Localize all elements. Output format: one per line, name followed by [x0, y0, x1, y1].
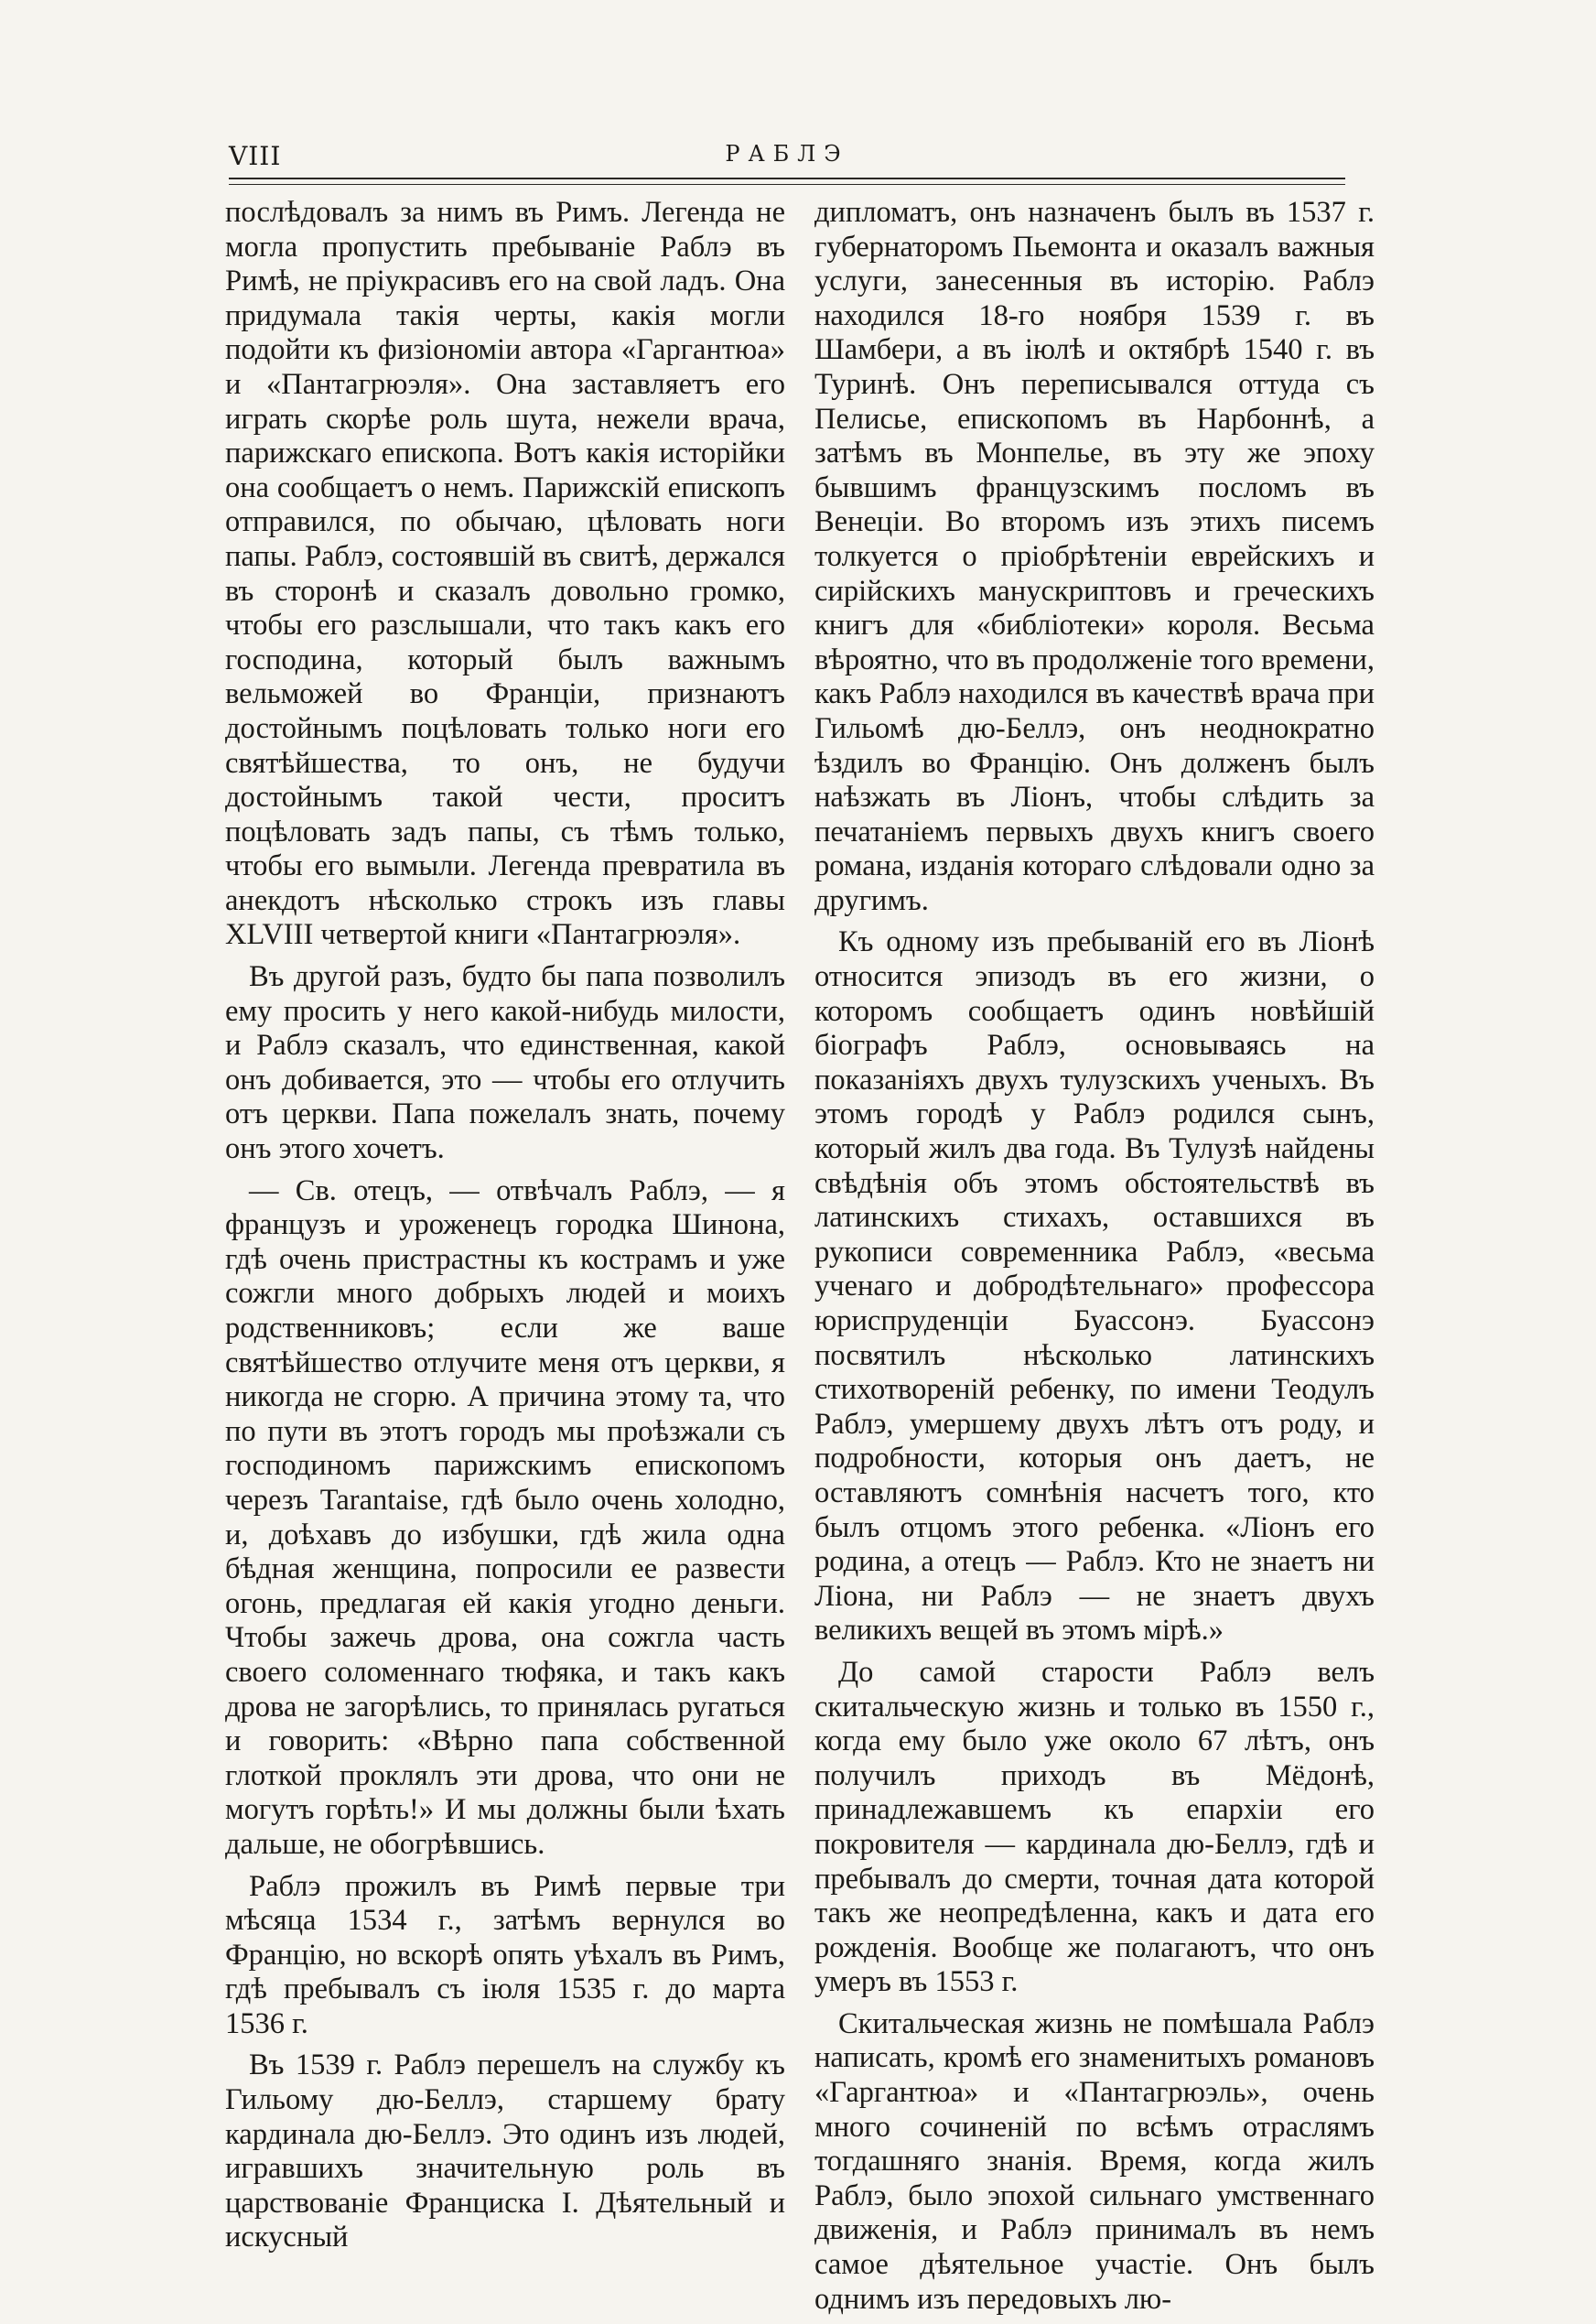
paragraph: Къ одному изъ пребываній его въ Ліонѣ относится эпизодъ въ его жизни, о которомъ сообщаетъ одинъ новѣйшій біографъ Раблэ, основываясь на показаніяхъ двухъ тулузскихъ ученыхъ. Въ этомъ городѣ у Раблэ родился сынъ, который жилъ два года. Въ Тулузѣ найдены свѣдѣнія объ этомъ обстоятельствѣ въ латинскихъ стихахъ, оставшихся въ рукописи современника Раблэ, «весьма ученаго и добродѣтельнаго» профессора юриспруденціи Буассонэ. Буассонэ посвятилъ нѣсколько латинскихъ стихотвореній ребенку, по имени Теодулъ Раблэ, умершему двухъ лѣтъ отъ роду, и подробности, которыя онъ даетъ, не оставляютъ сомнѣнія насчетъ того, кто былъ отцомъ этого ребенка. «Ліонъ его родина, а отецъ — Раблэ. Кто не знаетъ ни Ліона, ни Раблэ — не знаетъ двухъ великихъ вещей въ этомъ мірѣ.»	[814, 925, 1375, 1648]
paragraph: До самой старости Раблэ велъ скитальческую жизнь и только въ 1550 г., когда ему было уже около 67 лѣтъ, онъ получилъ приходъ въ Мёдонѣ, принадлежавшемъ къ епархіи его покровителя — кардинала дю-Беллэ, гдѣ и пребывалъ до смерти, точная дата которой такъ же неопредѣленна, какъ и дата его рожденія. Вообще же полагаютъ, что онъ умеръ въ 1553 г.	[814, 1655, 1375, 1999]
paragraph: Раблэ прожилъ въ Римѣ первые три мѣсяца 1534 г., затѣмъ вернулся во Францію, но вскорѣ опять уѣхалъ въ Римъ, гдѣ пребывалъ съ іюля 1535 г. до марта 1536 г.	[225, 1869, 785, 2040]
paragraph: Въ другой разъ, будто бы папа позволилъ ему просить у него какой-нибудь милости, и Раблэ сказалъ, что единственная, какой онъ добивается, это — чтобы его отлучить отъ церкви. Папа пожелалъ знать, почему онъ этого хочетъ.	[225, 960, 785, 1166]
paragraph: дипломатъ, онъ назначенъ былъ въ 1537 г. губернаторомъ Пьемонта и оказалъ важныя услуги, занесенныя въ исторію. Раблэ находился 18-го ноября 1539 г. въ Шамбери, а въ іюлѣ и октябрѣ 1540 г. въ Туринѣ. Онъ переписывался оттуда съ Пелисье, епископомъ въ Нарбоннѣ, а затѣмъ въ Монпелье, въ эту же эпоху бывшимъ французскимъ посломъ въ Венеціи. Во второмъ изъ этихъ писемъ толкуется о пріобрѣтеніи еврейскихъ и сирійскихъ манускриптовъ и греческихъ книгъ для «библіотеки» короля. Весьма вѣроятно, что въ продолженіе того времени, какъ Раблэ находился въ качествѣ врача при Гильомѣ дю-Беллэ, онъ неоднократно ѣздилъ во Францію. Онъ долженъ былъ наѣзжать въ Ліонъ, чтобы слѣдить за печатаніемъ первыхъ двухъ книгъ своего романа, изданія котораго слѣдовали одно за другимъ.	[814, 196, 1375, 917]
paragraph: послѣдовалъ за нимъ въ Римъ. Легенда не могла пропустить пребываніе Раблэ въ Римѣ, не пріукрасивъ его на свой ладъ. Она придумала такія черты, какія могли подойти къ физіономіи автора «Гаргантюа» и «Пантагрюэля». Она заставляетъ его играть скорѣе роль шута, нежели врача, парижскаго епископа. Вотъ какія исторійки она сообщаетъ о немъ. Парижскій епископъ отправился, по обычаю, цѣловать ноги папы. Раблэ, состоявшій въ свитѣ, держался въ сторонѣ и сказалъ довольно громко, чтобы его разслышали, что такъ какъ его господина, который былъ важнымъ вельможей во Франціи, признаютъ достойнымъ поцѣловать только ноги его святѣйшества, то онъ, не будучи достойнымъ такой чести, проситъ поцѣловать задъ папы, съ тѣмъ только, чтобы его вымыли. Легенда превратила въ анекдотъ нѣсколько строкъ изъ главы XLVIII четвертой книги «Пантагрюэля».	[225, 196, 785, 952]
header-rule	[229, 178, 1345, 185]
right-column	[814, 196, 1375, 2324]
paragraph: Скитальческая жизнь не помѣшала Раблэ написать, кромѣ его знаменитыхъ романовъ «Гаргантюа» и «Пантагрюэль», очень много сочиненій по всѣмъ отраслямъ тогдашняго знанія. Время, когда жилъ Раблэ, было эпохой сильнаго умственнаго движенія, и Раблэ принималъ въ немъ самое дѣятельное участіе. Онъ былъ однимъ изъ передовыхъ лю-	[814, 2006, 1375, 2316]
left-column	[225, 196, 785, 2263]
running-title: РАБЛЭ	[725, 141, 849, 167]
page-number: VIII	[229, 141, 282, 171]
paragraph: Въ 1539 г. Раблэ перешелъ на службу къ Гильому дю-Беллэ, старшему брату кардинала дю-Беллэ. Это одинъ изъ людей, игравшихъ значительную роль въ царствованіе Франциска I. Дѣятельный и искусный	[225, 2048, 785, 2254]
page-header	[229, 137, 1345, 178]
paragraph: — Св. отецъ, — отвѣчалъ Раблэ, — я французъ и уроженецъ городка Шинона, гдѣ очень пристрастны къ кострамъ и уже сожгли много добрыхъ людей и моихъ родственниковъ; если же ваше святѣйшество отлучите меня отъ церкви, я никогда не сгорю. А причина этому та, что по пути въ этотъ городъ мы проѣзжали съ господиномъ парижскимъ епископомъ черезъ Tarantaise, гдѣ было очень холодно, и, доѣхавъ до избушки, гдѣ жила одна бѣдная женщина, попросили ее развести огонь, предлагая ей какія угодно деньги. Чтобы зажечь дрова, она сожгла часть своего соломеннаго тюфяка, и такъ какъ дрова не загорѣлись, то принялась ругаться и говорить: «Вѣрно папа собственной глоткой проклялъ эти дрова, что они не могутъ горѣть!» И мы должны были ѣхать дальше, не обогрѣвшись.	[225, 1173, 785, 1861]
